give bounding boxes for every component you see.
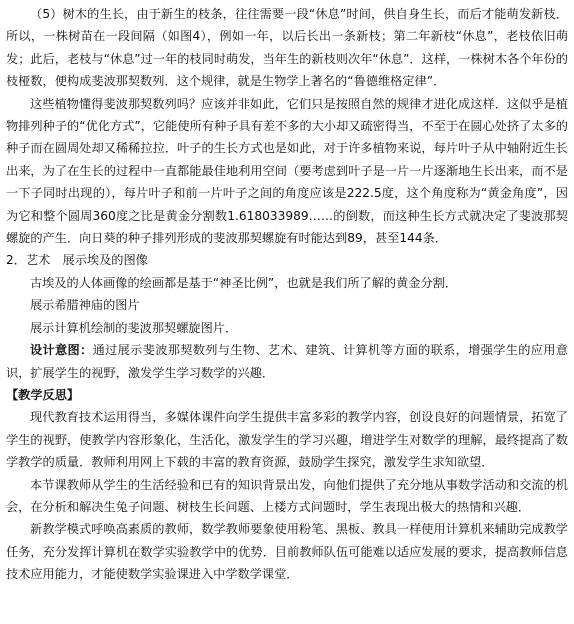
reflection-paragraph-teacher: 新教学模式呼唤高素质的教师，数学教师要象使用粉笔、黑板、教具一样使用计算机来辅助完成教学任务，充分发挥计算机在数学实验教学中的优势．目前教师队伍可能难以适应发展的要求，提高教师信息技术应用能力，才能使数学实验课进入中学数学课堂． bbox=[6, 522, 568, 582]
section-art-heading: 2．艺术 展示埃及的图像 bbox=[6, 253, 148, 268]
design-intent-paragraph bbox=[6, 339, 568, 384]
art-greek-temple-line: 展示希腊神庙的图片 bbox=[30, 298, 140, 313]
reflection-paragraph-technology: 现代教育技术运用得当，多媒体课件向学生提供丰富多彩的教学内容，创设良好的问题情景，拓宽了学生的视野，使教学内容形象化，生活化，激发学生的学习兴趣，增进学生对数学的理解，最终提高了数学教学的质量．教师利用网上下载的丰富的教育资源，鼓励学生探究，激发学生求知欲望． bbox=[6, 410, 568, 470]
design-intent-text: 通过展示斐波那契数列与生物、艺术、建筑、计算机等方面的联系，增强学生的应用意识，扩展学生的视野，激发学生学习数学的兴趣． bbox=[6, 343, 569, 380]
paragraph-tree-growth: （5）树木的生长，由于新生的枝条，往往需要一段“休息”时间，供自身生长，而后才能萌发新枝．所以，一株树苗在一段间隔（如图4），例如一年，以后长出一条新枝；第二年新枝“休息”，老枝依旧萌发；此后，老枝与“休息”过一年的枝同时萌发，当年生的新枝则次年“休息”．这样，一株树木各个年份的枝桠数，便构成斐波那契数列．这个规律，就是生物学上著名的“鲁德维格定律”． bbox=[6, 7, 568, 89]
art-egypt-line: 古埃及的人体画像的绘画都是基于“神圣比例”，也就是我们所了解的黄金分割． bbox=[30, 275, 458, 290]
paragraph-fibonacci-plants: 这些植物懂得斐波那契数列吗？应该并非如此，它们只是按照自然的规律才进化成这样．这似乎是植物排列种子的“优化方式”，它能使所有种子具有差不多的大小却又疏密得当，不至于在圆心处挤了太多的种子而在圆周处却又稀稀拉拉．叶子的生长方式也是如此，对于许多植物来说，每片叶子从中轴附近生长出来，为了在生长的过程中一直都能最佳地利用空间（要考虑到叶子是一片一片逐渐地生长出来，而不是一下子同时出现的），每片叶子和前一片叶子之间的角度应该是222.5度，这个角度称为“黄金角度”，因为它和整个圆周360度之比是黄金分割数1.618033989……的倒数，而这种生长方式就决定了斐波那契螺旋的产生．向日葵的种子排列形成的斐波那契螺旋有时能达到89，甚至144条． bbox=[6, 96, 568, 246]
reflection-paragraph-experience: 本节课教师从学生的生活经验和已有的知识背景出发，向他们提供了充分地从事数学活动和交流的机会，在分析和解决生兔子问题、树枝生长问题、上楼方式问题时，学生表现出极大的热情和兴趣． bbox=[6, 477, 568, 514]
design-intent-label: 设计意图： bbox=[30, 343, 93, 358]
teaching-reflection-heading: 【教学反思】 bbox=[6, 387, 80, 402]
art-spiral-line: 展示计算机绘制的斐波那契螺旋图片． bbox=[30, 320, 238, 335]
